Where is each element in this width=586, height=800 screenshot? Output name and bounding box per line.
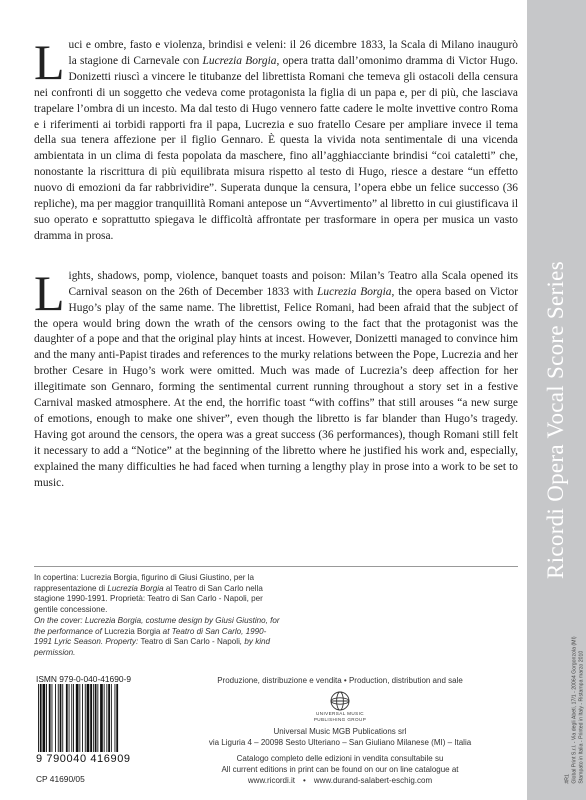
distribution-line: Produzione, distribuzione e vendita • Production, distribution and sale bbox=[217, 676, 463, 685]
barcode-bar bbox=[111, 684, 112, 752]
catalog-english: All current editions in print can be found on our on line catalogue at bbox=[221, 764, 459, 774]
english-paragraph bbox=[34, 264, 518, 492]
barcode-bar bbox=[38, 684, 39, 752]
barcode-bar bbox=[49, 684, 51, 752]
credit-it-title: Lucrezia Borgia bbox=[107, 583, 164, 593]
barcode-bar bbox=[87, 684, 90, 752]
barcode-bar bbox=[69, 684, 70, 752]
italian-text-part1: uci e ombre, fasto e violenza, brindisi e veleni: il 26 dicembre 1833, la Scala di Milano inaugurò la stagione di Carnevale con bbox=[68, 39, 518, 67]
barcode-bar bbox=[106, 684, 107, 752]
credit-it-text2: al Teatro di San Carlo nella stagione 1990-1991. Proprietà: Teatro di San Carlo - Napoli, per gentile concessione. bbox=[34, 583, 263, 615]
credit-en-text2: at Teatro di San Carlo, 1990-1991 Lyric Season. Property: bbox=[34, 626, 267, 647]
durand-link[interactable]: www.durand-salabert-eschig.com bbox=[313, 776, 433, 786]
credit-en-title: Lucrezia Borgia bbox=[104, 626, 161, 636]
universal-music-logo bbox=[310, 690, 370, 724]
barcode-bar bbox=[100, 684, 103, 752]
publisher-address: via Liguria 4 – 20098 Sesto Ulteriano – San Giuliano Milanese (MI) – Italia bbox=[208, 737, 472, 747]
barcode-bar bbox=[58, 684, 59, 752]
barcode-bar bbox=[82, 684, 83, 752]
english-opera-title: Lucrezia Borgia bbox=[317, 285, 392, 298]
logo-line2: PUBLISHING GROUP bbox=[313, 717, 367, 723]
barcode-bar bbox=[52, 684, 53, 752]
english-text-part2: , the opera based on Victor Hugo’s play of the same name. The librettist, Felice Romani, had been afraid that the subject of the opera would bring down the wrath of the censors owing to the fact that the protagonist was the daughter of a pope and that the original play hints at incest. However, Donizetti managed to convince him and the many anti-Papist tirades and references to the murky relations between the Pope, Lucrezia and her brother Cesare in Hugo’s work were omitted. Much was made of Lucrezia’s deep affection for her illegitimate son Gennaro, forming the sentimental current running throughout a story set in a festive Carnival masked atmosphere. At the end, the horrific toast “with coffins” that still arouses “a new surge of emotions, enough to make one shiver”, even though the libretto is far blander than Hugo’s tragedy. Having got around the censors, the opera was a great success (36 performances), though Romani still felt it necessary to add a “Notice” at the beginning of the libretto where he justified his work and, especially, explained the many difficulties he had faced when turning a lengthy play in prose into a work to be set to music. bbox=[34, 285, 518, 489]
barcode-bar bbox=[62, 684, 63, 752]
barcode-bar bbox=[97, 684, 98, 752]
cover-credit-italian bbox=[34, 573, 282, 616]
barcode bbox=[36, 684, 146, 752]
imprint-line2: Global Print S.r.l. - Via degli Abeti, 17/1 - 20064 Gorgonzola (MI) bbox=[571, 636, 578, 784]
credit-it-text1: In copertina: Lucrezia Borgia, figurino di Giusi Giustino, per la rappresentazione di bbox=[34, 573, 254, 593]
barcode-bar bbox=[108, 684, 110, 752]
barcode-bar bbox=[116, 684, 118, 752]
italian-dropcap: L bbox=[34, 34, 65, 90]
publisher-name: Universal Music MGB Publications srl bbox=[273, 727, 407, 737]
barcode-bar bbox=[93, 684, 94, 752]
barcode-bar bbox=[76, 684, 79, 752]
barcode-bar bbox=[71, 684, 72, 752]
publisher-block bbox=[170, 676, 510, 786]
cover-credit-english bbox=[34, 616, 282, 659]
imprint-line1: #R1 bbox=[564, 774, 571, 784]
cover-credits bbox=[34, 573, 282, 659]
barcode-bar bbox=[115, 684, 116, 752]
logo-line1: UNIVERSAL MUSIC bbox=[316, 711, 364, 717]
series-title: Ricordi Opera Vocal Score Series bbox=[543, 261, 568, 579]
italian-text-part2: , opera tratta dall’omonimo dramma di Victor Hugo. Donizetti riuscì a vincere le titubanze del librettista Romani che temeva gli ostacoli della censura nei confronti di un soggetto che vedeva come protagonista la figlia di un papa e, per di più, che lasciava trapelare l’ombra di un incesto. Ma dal testo di Hugo vennero fatte cadere le molte invettive contro Roma e i riferimenti ai torbidi rapporti fra il papa, Lucrezia e suo fratello Cesare per ampliare invece il tema della sua tenera affezione per il figlio Gennaro. È questa la vivida nota sentimentale di una vicenda ambientata in un clima di festa popolata da maschere, fino all’agghiacciante brindisi “coi cataletti” che, nonostante la riscrittura di più equilibrata misura rispetto al testo di Hugo, riesce a destare “un effetto nuovo di emozioni da far rabbrividire”. Superata dunque la censura, l’opera ebbe un felice successo (36 repliche), ma per maggior tranquillità Romani antepose un “Avvertimento” al libretto in cui giustificava il suo operato e soprattutto spiegava le difficoltà affrontate per trasformare in opera per musica un vasto dramma in prosa. bbox=[34, 54, 518, 242]
catalog-urls: www.ricordi.it • www.durand-salabert-eschig.com bbox=[247, 776, 433, 786]
english-dropcap: L bbox=[34, 264, 65, 321]
divider-rule bbox=[34, 566, 518, 567]
barcode-bar bbox=[40, 684, 42, 752]
printer-imprint bbox=[565, 636, 586, 783]
imprint-line3: Stampato in Italia - Printed in Italy - Ristampa marzo 2010 bbox=[578, 650, 585, 784]
barcode-bar bbox=[55, 684, 56, 752]
barcode-bar bbox=[66, 684, 68, 752]
credit-en-text3: Teatro di San Carlo - Napoli bbox=[140, 637, 240, 647]
barcode-bar bbox=[79, 684, 80, 752]
barcode-bar bbox=[73, 684, 74, 752]
english-text-part1: ights, shadows, pomp, violence, banquet toasts and poison: Milan’s Teatro alla Scala opened its Carnival season on the 26th of December 1833 with bbox=[68, 269, 518, 298]
barcode-digits: 9 790040 416909 bbox=[36, 753, 131, 765]
barcode-bar bbox=[95, 684, 97, 752]
barcode-bar bbox=[43, 684, 46, 752]
catalog-code: CP 41690/05 bbox=[36, 774, 85, 784]
italian-paragraph bbox=[34, 34, 518, 245]
main-text bbox=[34, 34, 518, 491]
ricordi-link[interactable]: www.ricordi.it bbox=[247, 776, 296, 786]
catalog-italian: Catalogo completo delle edizioni in vendita consultabile su bbox=[236, 754, 444, 764]
barcode-bar bbox=[85, 684, 86, 752]
barcode-bar bbox=[90, 684, 92, 752]
ismn-number: ISMN 979-0-040-41690-9 bbox=[36, 674, 131, 684]
credit-en-text4: , by kind permission. bbox=[34, 637, 271, 657]
italian-opera-title: Lucrezia Borgia bbox=[202, 54, 277, 67]
credit-en-text1: On the cover: Lucrezia Borgia, costume design by Giusi Giustino, for the performance of bbox=[34, 615, 280, 636]
barcode-bar bbox=[46, 684, 47, 752]
barcode-bar bbox=[60, 684, 62, 752]
barcode-bar bbox=[104, 684, 105, 752]
